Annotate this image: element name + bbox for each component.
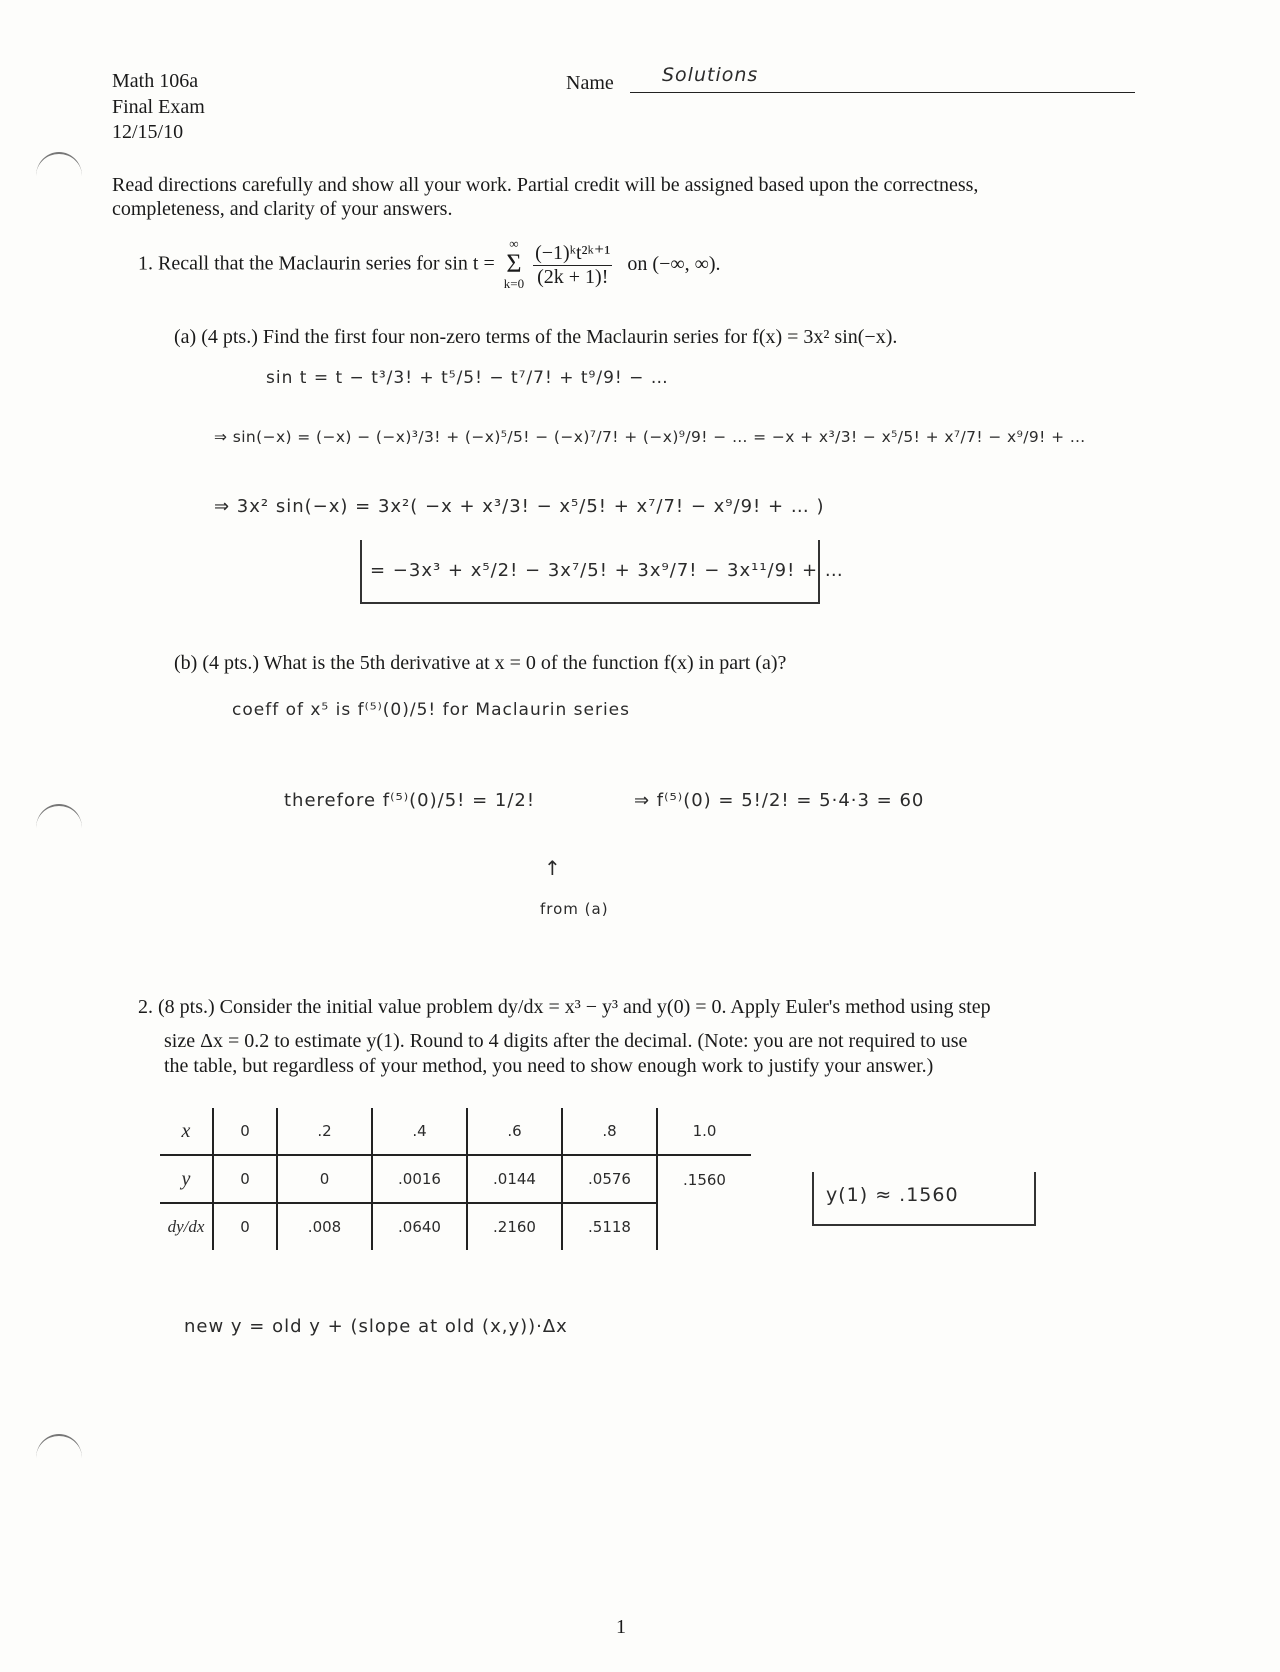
row-label-dydx: dy/dx <box>160 1203 213 1250</box>
sum-lower: k=0 <box>503 276 525 291</box>
page-number: 1 <box>616 1616 626 1638</box>
table-cell: 1.0 <box>692 1122 717 1140</box>
row-label-x: x <box>160 1108 213 1155</box>
sum-notation <box>504 236 524 292</box>
part-b-work-3: ⇒ f⁽⁵⁾(0) = 5!/2! = 5·4·3 = 60 <box>634 790 925 811</box>
name-value: Solutions <box>662 64 759 86</box>
series-fraction <box>533 240 612 289</box>
series-numerator: (−1)ᵏt²ᵏ⁺¹ <box>535 241 611 264</box>
part-a-prompt: (a) (4 pts.) Find the first four non-zero terms of the Maclaurin series for f(x) = 3x² sin(−x). <box>174 326 898 348</box>
directions-line-1: Read directions carefully and show all your work. Partial credit will be assigned based upon the correctness, <box>112 174 979 196</box>
part-b-work-2: therefore f⁽⁵⁾(0)/5! = 1/2! <box>284 790 536 811</box>
directions-line-2: completeness, and clarity of your answers. <box>112 198 453 220</box>
course-title: Math 106a <box>112 70 199 92</box>
q2-text-1: 2. (8 pts.) Consider the initial value problem dy/dx = x³ − y³ and y(0) = 0. Apply Euler's method using step <box>138 996 991 1018</box>
euler-table <box>160 1108 751 1250</box>
part-a-work-2: ⇒ sin(−x) = (−x) − (−x)³/3! + (−x)⁵/5! − (−x)⁷/7! + (−x)⁹/9! − … = −x + x³/3! − x⁵/5! + x⁷/7! − x⁹/9! + … <box>214 428 1086 446</box>
name-label: Name <box>566 72 614 94</box>
table-cell <box>657 1203 751 1250</box>
punch-hole <box>36 152 82 200</box>
table-cell: .4 <box>372 1108 467 1155</box>
table-cell: .0144 <box>467 1155 562 1203</box>
part-a-answer: = −3x³ + x⁵/2! − 3x⁷/5! + 3x⁹/7! − 3x¹¹/9! + … <box>370 560 844 581</box>
q1-intro-suffix: on (−∞, ∞). <box>627 252 721 275</box>
name-line <box>630 92 1135 93</box>
euler-answer: y(1) ≈ .1560 <box>826 1184 959 1206</box>
q2-text-3: the table, but regardless of your method, you need to show enough work to justify your answer.) <box>164 1055 934 1077</box>
exam-date: 12/15/10 <box>112 121 184 143</box>
up-arrow: ↑ <box>544 856 562 880</box>
table-cell: .2160 <box>467 1203 562 1250</box>
table-cell: .0576 <box>562 1155 657 1203</box>
table-row-y <box>160 1155 751 1203</box>
euler-rule: new y = old y + (slope at old (x,y))·Δx <box>184 1316 568 1337</box>
q1-intro <box>138 236 721 292</box>
series-denominator: (2k + 1)! <box>537 265 609 288</box>
table-cell: .5118 <box>562 1203 657 1250</box>
table-cell: .1560 <box>657 1155 751 1203</box>
table-cell: 0 <box>213 1108 277 1155</box>
q2-text-2: size Δx = 0.2 to estimate y(1). Round to 4 digits after the decimal. (Note: you are not required to use <box>164 1030 968 1052</box>
part-a-work-1: sin t = t − t³/3! + t⁵/5! − t⁷/7! + t⁹/9! − … <box>266 368 669 388</box>
table-cell: .0640 <box>372 1203 467 1250</box>
sum-symbol: Σ <box>506 249 522 278</box>
table-cell: 0 <box>277 1155 372 1203</box>
punch-hole <box>36 1434 82 1482</box>
q1-intro-prefix: 1. Recall that the Maclaurin series for sin t = <box>138 252 495 275</box>
part-b-prompt: (b) (4 pts.) What is the 5th derivative at x = 0 of the function f(x) in part (a)? <box>174 652 787 674</box>
table-cell: .2 <box>277 1108 372 1155</box>
part-a-work-3: ⇒ 3x² sin(−x) = 3x²( −x + x³/3! − x⁵/5! + x⁷/7! − x⁹/9! + … ) <box>214 496 825 517</box>
punch-hole <box>36 804 82 852</box>
table-cell: 0 <box>213 1155 277 1203</box>
table-cell: .0016 <box>372 1155 467 1203</box>
table-row-dydx <box>160 1203 751 1250</box>
part-b-note: from (a) <box>540 900 609 918</box>
table-cell: .008 <box>277 1203 372 1250</box>
exam-title: Final Exam <box>112 96 205 118</box>
part-b-work-1: coeff of x⁵ is f⁽⁵⁾(0)/5! for Maclaurin series <box>232 700 630 720</box>
row-label-y: y <box>160 1155 213 1203</box>
table-cell: .8 <box>562 1108 657 1155</box>
table-row-x <box>160 1108 751 1155</box>
table-cell: .6 <box>467 1108 562 1155</box>
table-cell: 0 <box>213 1203 277 1250</box>
sum-upper: ∞ <box>509 236 519 251</box>
